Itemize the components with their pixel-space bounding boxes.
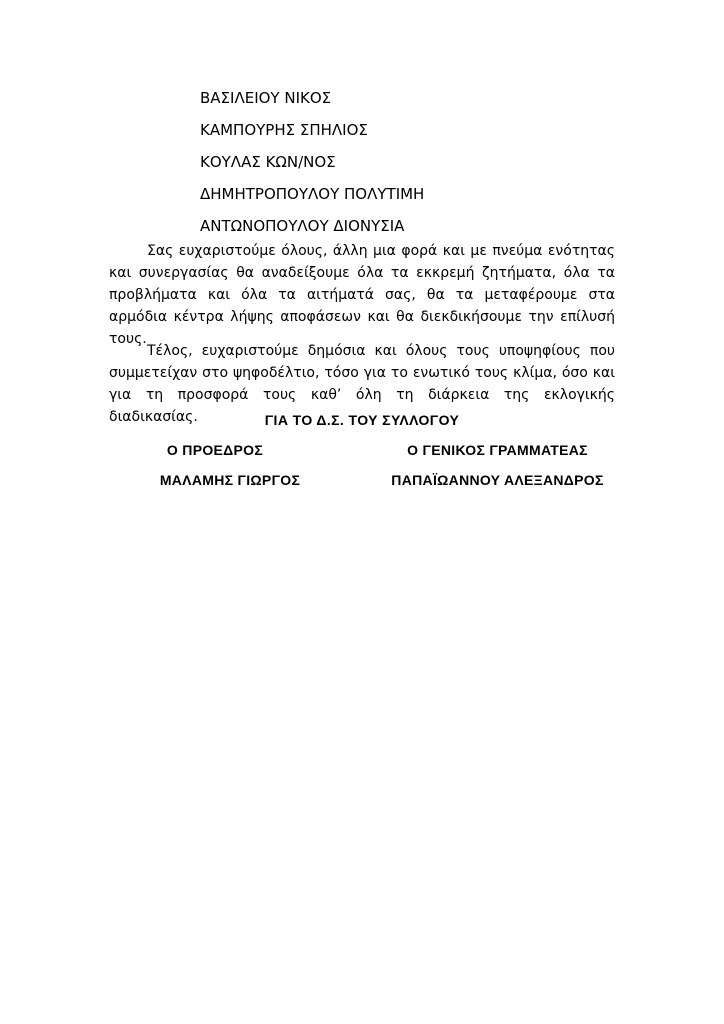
- board-member-name: ΚΟΥΛΑΣ ΚΩΝ/ΝΟΣ: [200, 153, 336, 171]
- board-member-name: ΒΑΣΙΛΕΙΟΥ ΝΙΚΟΣ: [200, 89, 332, 107]
- president-title: Ο ΠΡΟΕΔΡΟΣ: [166, 442, 264, 458]
- secretary-title: Ο ΓΕΝΙΚΟΣ ΓΡΑΜΜΑΤΕΑΣ: [407, 442, 588, 458]
- secretary-name: ΠΑΠΑΪΩΑΝΝΟΥ ΑΛΕΞΑΝΔΡΟΣ: [391, 472, 604, 488]
- board-members-list: [200, 88, 424, 248]
- thanks-paragraph-text: Σας ευχαριστούμε όλους, άλλη μια φορά και με πνεύμα ενότητας και συνεργασίας θα αναδείξουμε όλα τα εκκρεμή ζητήματα, όλα τα προβλήματα και όλα τα αιτήματά σας, θα τα μεταφέρουμε στα αρμόδια κέντρα λήψης αποφάσεων και θα διεκδικήσουμε την επίλυσή τους.: [109, 243, 615, 347]
- thanks-paragraph: [109, 240, 615, 350]
- president-name: ΜΑΛΑΜΗΣ ΓΙΩΡΓΟΣ: [159, 472, 301, 488]
- board-member-name: ΚΑΜΠΟΥΡΗΣ ΣΠΗΛΙΟΣ: [200, 121, 368, 139]
- board-member-name: ΑΝΤΩΝΟΠΟΥΛΟΥ ΔΙΟΝΥΣΙΑ: [200, 217, 405, 235]
- signature-heading: ΓΙΑ ΤΟ Δ.Σ. ΤΟΥ ΣΥΛΛΟΓΟΥ: [264, 412, 460, 428]
- board-member-name: ΔΗΜΗΤΡΟΠΟΥΛΟΥ ΠΟΛΥΤΙΜΗ: [200, 185, 425, 203]
- closing-paragraph-text: Τέλος, ευχαριστούμε δημόσια και όλους τους υποψηφίους που συμμετείχαν στο ψηφοδέλτιο, τόσο για το ενωτικό τους κλίμα, όσο και για τη προσφορά τους καθ’ όλη τη διάρκεια της εκλογικής διαδικασίας.: [109, 343, 615, 425]
